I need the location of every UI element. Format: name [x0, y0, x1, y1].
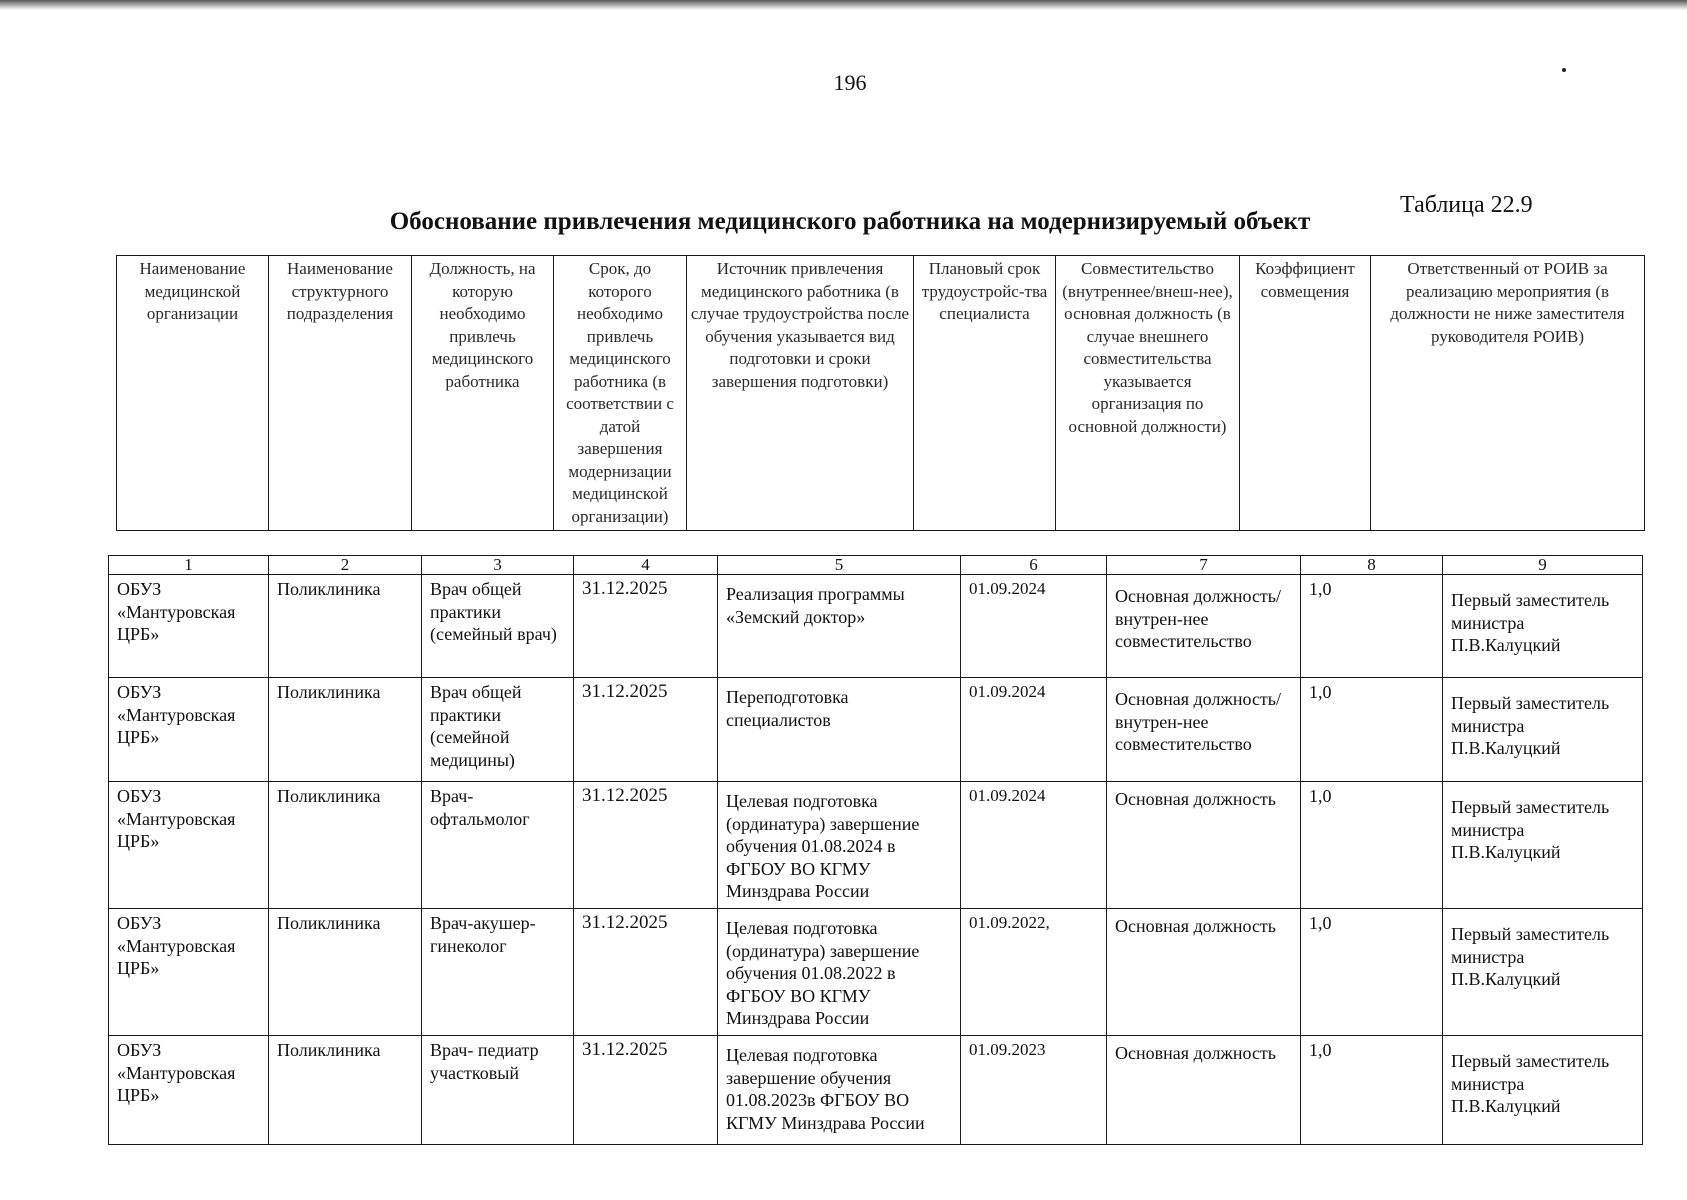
coefficient-cell: 1,0: [1301, 782, 1443, 909]
org-cell: ОБУЗ «Мантуровская ЦРБ»: [109, 678, 269, 782]
responsible-cell: Первый заместитель министра П.В.Калуцкий: [1443, 678, 1643, 782]
source-cell: Реализация программы «Земский доктор»: [718, 575, 961, 678]
column-number: 2: [269, 556, 422, 575]
responsible-cell: Первый заместитель министра П.В.Калуцкий: [1443, 782, 1643, 909]
column-header-row: [117, 256, 1645, 531]
org-cell: ОБУЗ «Мантуровская ЦРБ»: [109, 1036, 269, 1145]
deadline-cell: 31.12.2025: [574, 678, 718, 782]
planned-date-cell: 01.09.2023: [961, 1036, 1107, 1145]
unit-cell: Поликлиника: [269, 1036, 422, 1145]
position-cell: Врач общей практики (семейный врач): [422, 575, 574, 678]
planned-date-cell: 01.09.2024: [961, 575, 1107, 678]
column-number: 6: [961, 556, 1107, 575]
column-header: Должность, на которую необходимо привлечь медицинского работника: [412, 256, 554, 531]
column-number: 5: [718, 556, 961, 575]
table-row: [109, 678, 1643, 782]
responsible-cell: Первый заместитель министра П.В.Калуцкий: [1443, 1036, 1643, 1145]
org-cell: ОБУЗ «Мантуровская ЦРБ»: [109, 909, 269, 1036]
page-number: 196: [833, 70, 867, 95]
column-header: Наименование медицинской организации: [117, 256, 269, 531]
column-number: 4: [574, 556, 718, 575]
source-cell: Переподготовка специалистов: [718, 678, 961, 782]
org-cell: ОБУЗ «Мантуровская ЦРБ»: [109, 782, 269, 909]
column-header: Ответственный от РОИВ за реализацию мероприятия (в должности не ниже заместителя руководителя РОИВ): [1371, 256, 1645, 531]
scan-speck: [1562, 68, 1566, 72]
unit-cell: Поликлиника: [269, 678, 422, 782]
responsible-cell: Первый заместитель министра П.В.Калуцкий: [1443, 575, 1643, 678]
unit-cell: Поликлиника: [269, 782, 422, 909]
table-row: [109, 782, 1643, 909]
column-header: Коэффициент совмещения: [1240, 256, 1371, 531]
staffing-data-table: [108, 555, 1643, 1145]
column-number-row: [109, 556, 1643, 575]
source-cell: Целевая подготовка (ординатура) завершение обучения 01.08.2024 в ФГБОУ ВО КГМУ Минздрава России: [718, 782, 961, 909]
table-row: [109, 575, 1643, 678]
deadline-cell: 31.12.2025: [574, 1036, 718, 1145]
column-number: 1: [109, 556, 269, 575]
responsible-cell: Первый заместитель министра П.В.Калуцкий: [1443, 909, 1643, 1036]
combination-cell: Основная должность: [1107, 909, 1301, 1036]
planned-date-cell: 01.09.2024: [961, 782, 1107, 909]
table-row: [109, 1036, 1643, 1145]
planned-date-cell: 01.09.2022,: [961, 909, 1107, 1036]
coefficient-cell: 1,0: [1301, 909, 1443, 1036]
source-cell: Целевая подготовка завершение обучения 01.08.2023в ФГБОУ ВО КГМУ Минздрава России: [718, 1036, 961, 1145]
coefficient-cell: 1,0: [1301, 575, 1443, 678]
column-header: Совместительство (внутреннее/внеш-нее), основная должность (в случае внешнего совместительства указывается организация по основной должности): [1056, 256, 1240, 531]
column-header: Источник привлечения медицинского работника (в случае трудоустройства после обучения указывается вид подготовки и сроки завершения подготовки): [687, 256, 914, 531]
position-cell: Врач-офтальмолог: [422, 782, 574, 909]
coefficient-cell: 1,0: [1301, 678, 1443, 782]
deadline-cell: 31.12.2025: [574, 909, 718, 1036]
column-number: 3: [422, 556, 574, 575]
position-cell: Врач-акушер-гинеколог: [422, 909, 574, 1036]
combination-cell: Основная должность/внутрен-нее совместительство: [1107, 678, 1301, 782]
position-cell: Врач- педиатр участковый: [422, 1036, 574, 1145]
deadline-cell: 31.12.2025: [574, 782, 718, 909]
column-number: 7: [1107, 556, 1301, 575]
document-title: Обоснование привлечения медицинского работника на модернизируемый объект: [389, 208, 1311, 235]
coefficient-cell: 1,0: [1301, 1036, 1443, 1145]
column-header: Плановый срок трудоустройс-тва специалиста: [914, 256, 1056, 531]
planned-date-cell: 01.09.2024: [961, 678, 1107, 782]
table-label: Таблица 22.9: [1400, 192, 1533, 218]
combination-cell: Основная должность: [1107, 1036, 1301, 1145]
table-row: [109, 909, 1643, 1036]
column-header: Наименование структурного подразделения: [269, 256, 412, 531]
org-cell: ОБУЗ «Мантуровская ЦРБ»: [109, 575, 269, 678]
column-number: 9: [1443, 556, 1643, 575]
scan-edge: [0, 0, 1687, 10]
unit-cell: Поликлиника: [269, 909, 422, 1036]
combination-cell: Основная должность: [1107, 782, 1301, 909]
unit-cell: Поликлиника: [269, 575, 422, 678]
column-header-table: [116, 255, 1645, 531]
combination-cell: Основная должность/внутрен-нее совместительство: [1107, 575, 1301, 678]
source-cell: Целевая подготовка (ординатура) завершение обучения 01.08.2022 в ФГБОУ ВО КГМУ Минздрава России: [718, 909, 961, 1036]
deadline-cell: 31.12.2025: [574, 575, 718, 678]
column-number: 8: [1301, 556, 1443, 575]
position-cell: Врач общей практики (семейной медицины): [422, 678, 574, 782]
column-header: Срок, до которого необходимо привлечь медицинского работника (в соответствии с датой завершения модернизации медицинской организации): [554, 256, 687, 531]
